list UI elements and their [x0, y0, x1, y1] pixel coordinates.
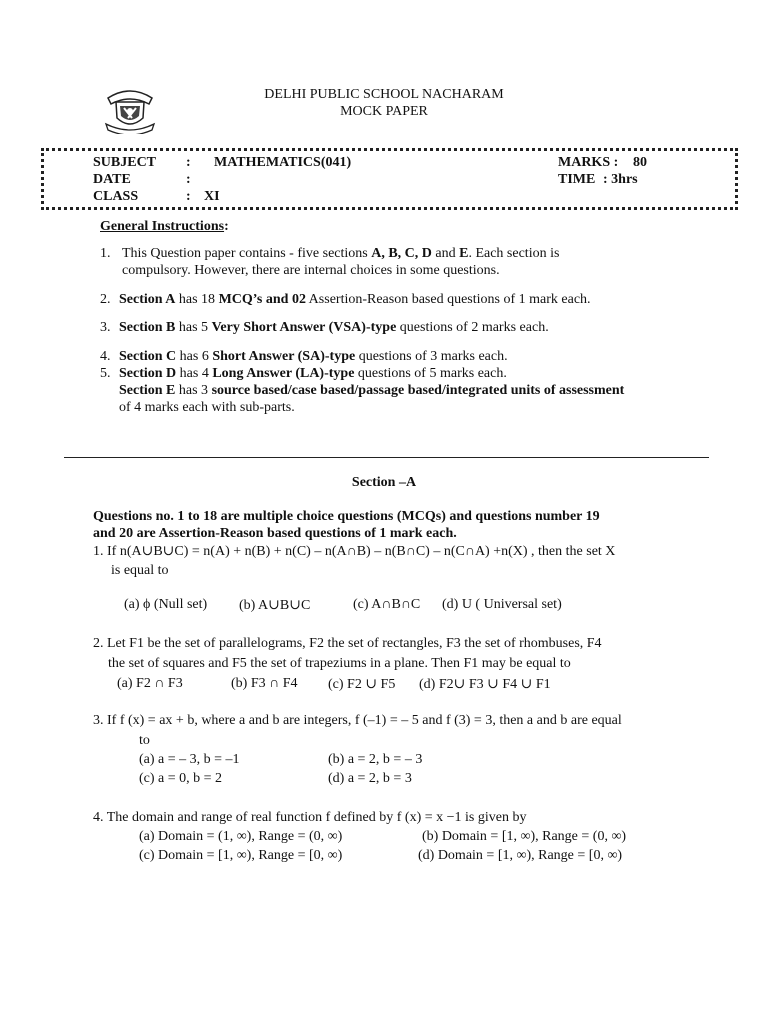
subject-colon: : [186, 155, 191, 170]
class-label: CLASS [93, 189, 139, 204]
instruction-1: This Question paper contains - five sections A, B, C, D and E. Each section is [122, 246, 560, 261]
instruction-4: Section C has 6 Short Answer (SA)-type questions of 3 marks each. [119, 349, 508, 364]
q2-option-a: (a) F2 ∩ F3 [117, 676, 183, 691]
q1-option-c: (c) A∩B∩C [353, 597, 421, 612]
section-divider [64, 457, 709, 458]
instruction-1-num: 1. [100, 246, 111, 261]
time-label: TIME [558, 172, 596, 187]
date-label: DATE [93, 172, 131, 187]
question-1-cont: is equal to [111, 563, 169, 578]
q2-option-c: (c) F2 ∪ F5 [328, 677, 396, 692]
section-a-title: Section –A [351, 475, 417, 490]
class-colon: : [186, 189, 191, 204]
instruction-1-cont: compulsory. However, there are internal choices in some questions. [122, 263, 500, 278]
q4-option-d: (d) Domain = [1, ∞), Range = [0, ∞) [418, 848, 623, 863]
instruction-2: Section A has 18 MCQ’s and 02 Assertion-Reason based questions of 1 mark each. [119, 292, 591, 307]
instruction-2-num: 2. [100, 292, 111, 307]
q4-option-b: (b) Domain = [1, ∞), Range = (0, ∞) [422, 829, 627, 844]
marks-value: 80 [633, 155, 647, 170]
date-colon: : [186, 172, 191, 187]
instruction-6-cont: of 4 marks each with sub-parts. [119, 400, 295, 415]
instructions-heading: General Instructions: [100, 219, 229, 234]
q1-option-a: (a) ϕ (Null set) [124, 597, 208, 612]
paper-title: MOCK PAPER [340, 104, 428, 119]
q4-option-c: (c) Domain = [1, ∞), Range = [0, ∞) [139, 848, 343, 863]
class-value: XI [204, 189, 220, 204]
q4-option-a: (a) Domain = (1, ∞), Range = (0, ∞) [139, 829, 343, 844]
question-2-cont: the set of squares and F5 the set of trapeziums in a plane. Then F1 may be equal to [108, 656, 571, 671]
question-4-text: 4. The domain and range of real function f defined by f (x) = x −1 is given by [93, 810, 527, 825]
marks-label: MARKS : [558, 155, 619, 170]
q3-option-a: (a) a = – 3, b = –1 [139, 752, 240, 767]
question-3-text: 3. If f (x) = ax + b, where a and b are integers, f (–1) = – 5 and f (3) = 3, then a and b are equal [93, 713, 622, 728]
q1-option-d: (d) U ( Universal set) [442, 597, 562, 612]
question-1-text: 1. If n(A∪B∪C) = n(A) + n(B) + n(C) – n(A∩B) – n(B∩C) – n(C∩A) +n(X) , then the set X [93, 544, 616, 559]
instruction-3: Section B has 5 Very Short Answer (VSA)-type questions of 2 marks each. [119, 320, 549, 335]
instruction-5: Section D has 4 Long Answer (LA)-type questions of 5 marks each. [119, 366, 507, 381]
q3-option-d: (d) a = 2, b = 3 [328, 771, 412, 786]
school-name: DELHI PUBLIC SCHOOL NACHARAM [264, 87, 504, 102]
instruction-6: Section E has 3 source based/case based/passage based/integrated units of assessment [119, 383, 625, 398]
subject-label: SUBJECT [93, 155, 157, 170]
time-value: : 3hrs [603, 172, 638, 187]
instruction-3-num: 3. [100, 320, 111, 335]
q2-option-d: (d) F2∪ F3 ∪ F4 ∪ F1 [419, 677, 551, 692]
instruction-5-num: 5. [100, 366, 111, 381]
subject-value: MATHEMATICS(041) [214, 155, 352, 170]
q3-option-b: (b) a = 2, b = – 3 [328, 752, 423, 767]
instruction-4-num: 4. [100, 349, 111, 364]
q1-option-b: (b) A∪B∪C [239, 598, 311, 613]
section-a-intro-2: and 20 are Assertion-Reason based questions of 1 mark each. [93, 526, 457, 541]
question-2-text: 2. Let F1 be the set of parallelograms, F2 the set of rectangles, F3 the set of rhombuses, F4 [93, 636, 602, 651]
question-3-cont: to [139, 733, 150, 748]
section-a-intro-1: Questions no. 1 to 18 are multiple choice questions (MCQs) and questions number 19 [93, 509, 600, 524]
q3-option-c: (c) a = 0, b = 2 [139, 771, 223, 786]
q2-option-b: (b) F3 ∩ F4 [231, 676, 298, 691]
